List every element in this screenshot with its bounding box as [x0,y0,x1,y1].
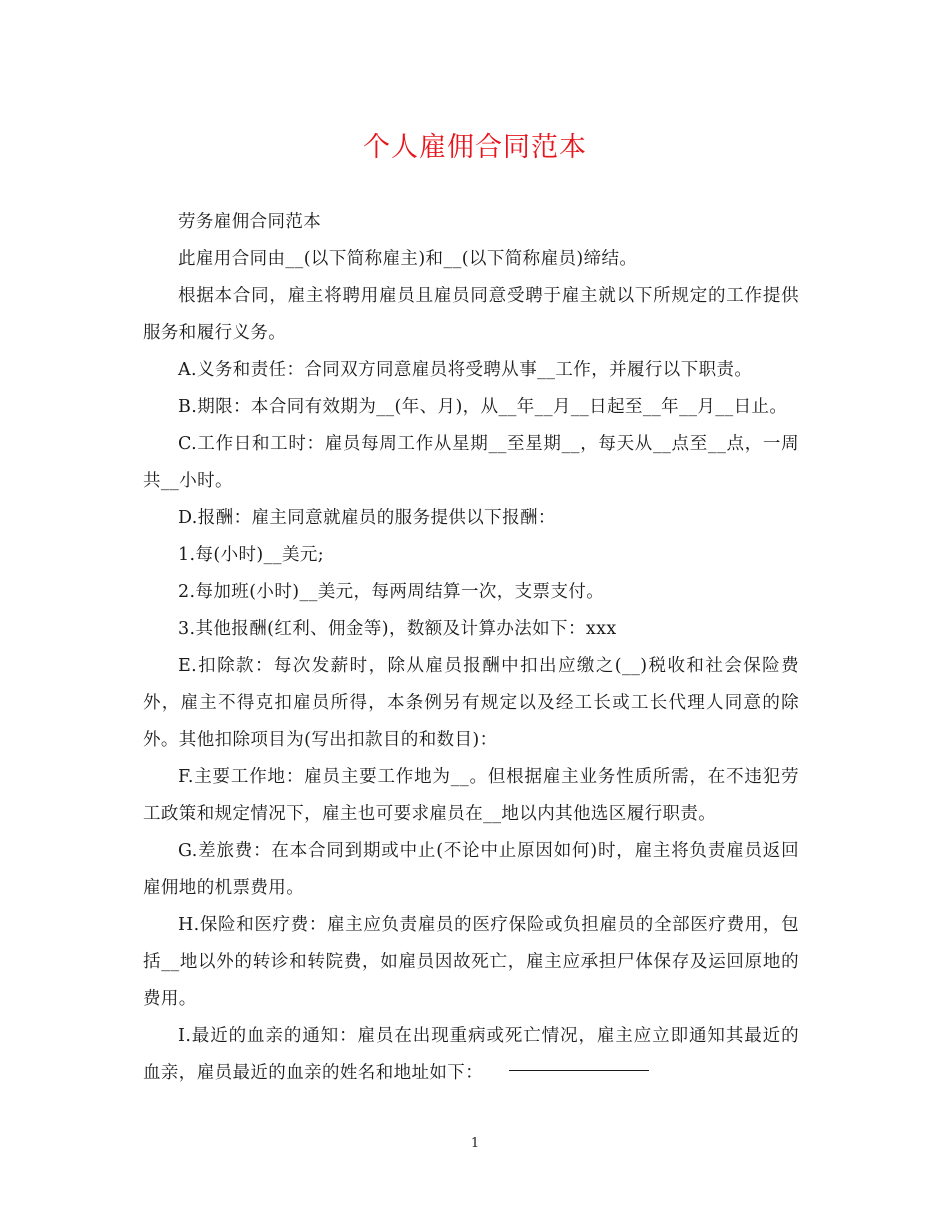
paragraph-g-travel: G.差旅费：在本合同到期或中止(不论中止原因如何)时，雇主将负责雇员返回雇佣地的机票费用。 [143,841,799,898]
paragraph-a-duties: A.义务和责任：合同双方同意雇员将受聘从事__工作，并履行以下职责。 [178,360,753,380]
paragraph-i-next-of-kin [143,1018,799,1092]
paragraph-b-term: B.期限：本合同有效期为__(年、月)，从__年__月__日起至__年__月__日止。 [178,397,788,417]
paragraph-pay-1: 1.每(小时)__美元; [178,545,325,565]
paragraph-pay-3: 3.其他报酬(红利、佣金等)，数额及计算办法如下：xxx [178,619,617,639]
paragraph-f-workplace: F.主要工作地：雇员主要工作地为__。但根据雇主业务性质所需，在不违犯劳工政策和规定情况下，雇主也可要求雇员在__地以内其他选区履行职责。 [143,767,799,824]
paragraph-intro: 根据本合同，雇主将聘用雇员且雇员同意受聘于雇主就以下所规定的工作提供服务和履行义务。 [143,286,799,343]
fill-in-blank-line [509,1069,649,1071]
paragraph-pay-2: 2.每加班(小时)__美元，每两周结算一次，支票支付。 [178,582,605,602]
document-body [143,204,799,1092]
paragraph-c-hours: C.工作日和工时：雇员每周工作从星期__至星期__，每天从__点至__点，一周共__小时。 [143,434,799,491]
paragraph-parties: 此雇用合同由__(以下简称雇主)和__(以下简称雇员)缔结。 [178,249,638,269]
page-number: 1 [470,1136,480,1151]
paragraph-h-insurance: H.保险和医疗费：雇主应负责雇员的医疗保险或负担雇员的全部医疗费用，包括__地以外的转诊和转院费，如雇员因故死亡，雇主应承担尸体保存及运回原地的费用。 [143,915,799,1009]
document-title: 个人雇佣合同范本 [363,132,587,163]
next-of-kin-text: I.最近的血亲的通知：雇员在出现重病或死亡情况，雇主应立即通知其最近的血亲，雇员最近的血亲的姓名和地址如下： [143,1026,799,1083]
paragraph-subtitle: 劳务雇佣合同范本 [178,212,322,232]
paragraph-d-pay: D.报酬：雇主同意就雇员的服务提供以下报酬： [178,508,556,528]
paragraph-e-deductions: E.扣除款：每次发薪时，除从雇员报酬中扣出应缴之(__)税收和社会保险费外，雇主不得克扣雇员所得，本条例另有规定以及经工长或工长代理人同意的除外。其他扣除项目为(写出扣款目的和数目)： [143,656,799,750]
